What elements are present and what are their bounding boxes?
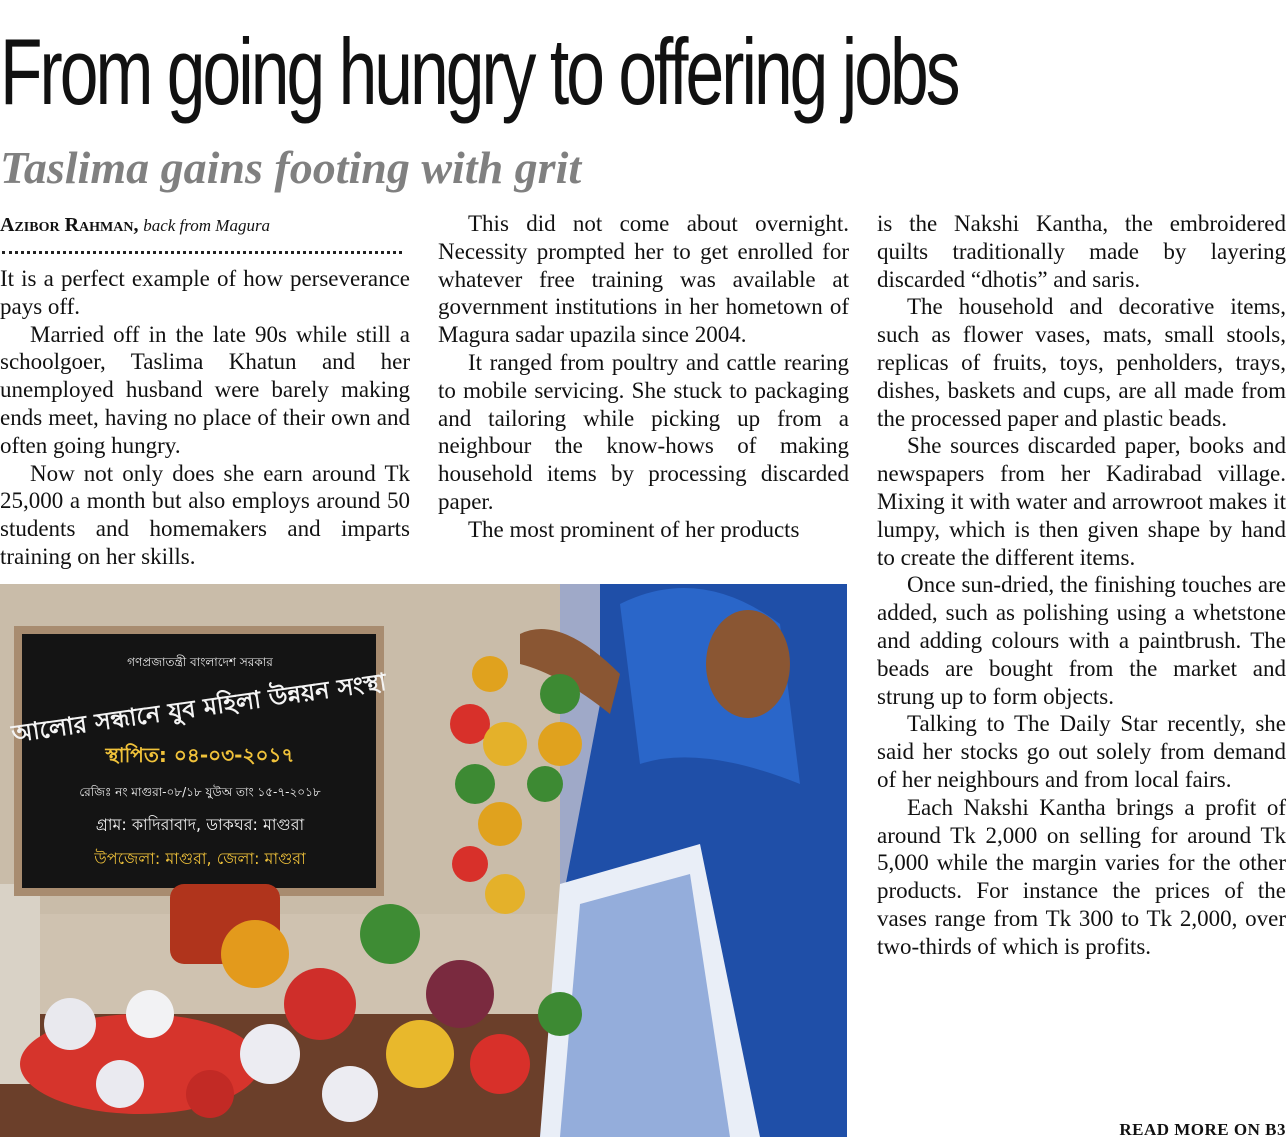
photo-illustration xyxy=(0,584,847,1137)
paragraph: This did not come about overnight. Necessity prompted her to get enrolled for whatever free training was available at government institutions in her hometown of Magura sadar upazila since 2004. xyxy=(438,211,849,348)
paragraph: It ranged from poultry and cattle rearing to mobile servicing. She stuck to packaging and tailoring while picking up from a neighbour the know-hows of making household items by processing discarded paper. xyxy=(438,349,849,514)
headline: From going hungry to offering jobs xyxy=(0,19,958,124)
paragraph: Married off in the late 90s while still a schoolgoer, Taslima Khatun and her unemployed husband were barely making ends meet, having no place of their own and often going hungry. xyxy=(0,321,410,458)
paragraph: The most prominent of her products xyxy=(468,516,800,542)
signboard-line: রেজিঃ নং মাগুরা-০৮/১৮ যুউঅ তাং ১৫-৭-২০১৮ xyxy=(79,785,321,799)
signboard-line: গ্রাম: কাদিরাবাদ, ডাকঘর: মাগুরা xyxy=(95,815,305,834)
paragraph: Now not only does she earn around Tk 25,000 a month but also employs around 50 students and homemakers and imparts training on her skills. xyxy=(0,460,410,569)
signboard xyxy=(9,630,390,892)
paragraph: She sources discarded paper, books and newspapers from her Kadirabad village. Mixing it with water and arrowroot makes it lumpy, which is then given shape by hand to create the different items. xyxy=(877,433,1286,570)
signboard-line: আলোর সন্ধানে যুব মহিলা উন্নয়ন সংস্থা xyxy=(9,667,388,749)
paragraph: Each Nakshi Kantha brings a profit of around Tk 2,000 on selling for around Tk 5,000 while the margin varies for the other products. For instance the prices of the vases range from Tk 300 to Tk 2,000, over two-thirds of which is profits. xyxy=(877,794,1286,959)
article-column-3 xyxy=(877,210,1286,961)
paragraph: is the Nakshi Kantha, the embroidered quilts traditionally made by layering discarded “dhotis” and saris. xyxy=(877,211,1286,292)
signboard-line: উপজেলা: মাগুরা, জেলা: মাগুরা xyxy=(94,849,306,868)
dotted-divider xyxy=(2,240,402,254)
paragraph: Talking to The Daily Star recently, she said her stocks go out solely from demand of her neighbours and from local fairs. xyxy=(877,711,1286,792)
paragraph: The household and decorative items, such as flower vases, mats, small stools, replicas of fruits, toys, penholders, trays, dishes, baskets and cups, are all made from the processed paper and plastic beads. xyxy=(877,294,1286,431)
article-column-2 xyxy=(438,210,849,544)
read-more-link[interactable]: READ MORE ON B3 xyxy=(1119,1120,1286,1139)
byline-location: back from Magura xyxy=(143,216,271,235)
paragraph: It is a perfect example of how perseverance pays off. xyxy=(0,266,410,319)
signboard-line: স্থাপিত: ০৪-০৩-২০১৭ xyxy=(105,743,295,767)
signboard-line: গণপ্রজাতন্ত্রী বাংলাদেশ সরকার xyxy=(127,655,273,669)
byline xyxy=(0,212,420,238)
article-column-1 xyxy=(0,265,410,571)
subheadline: Taslima gains footing with grit xyxy=(0,142,582,193)
paragraph: Once sun-dried, the finishing touches are added, such as polishing using a whetstone and adding colours with a paintbrush. The beads are bought from the market and strung up to form objects. xyxy=(877,572,1286,709)
article-photo xyxy=(0,584,847,1137)
byline-author: Azibor Rahman, xyxy=(0,214,139,236)
